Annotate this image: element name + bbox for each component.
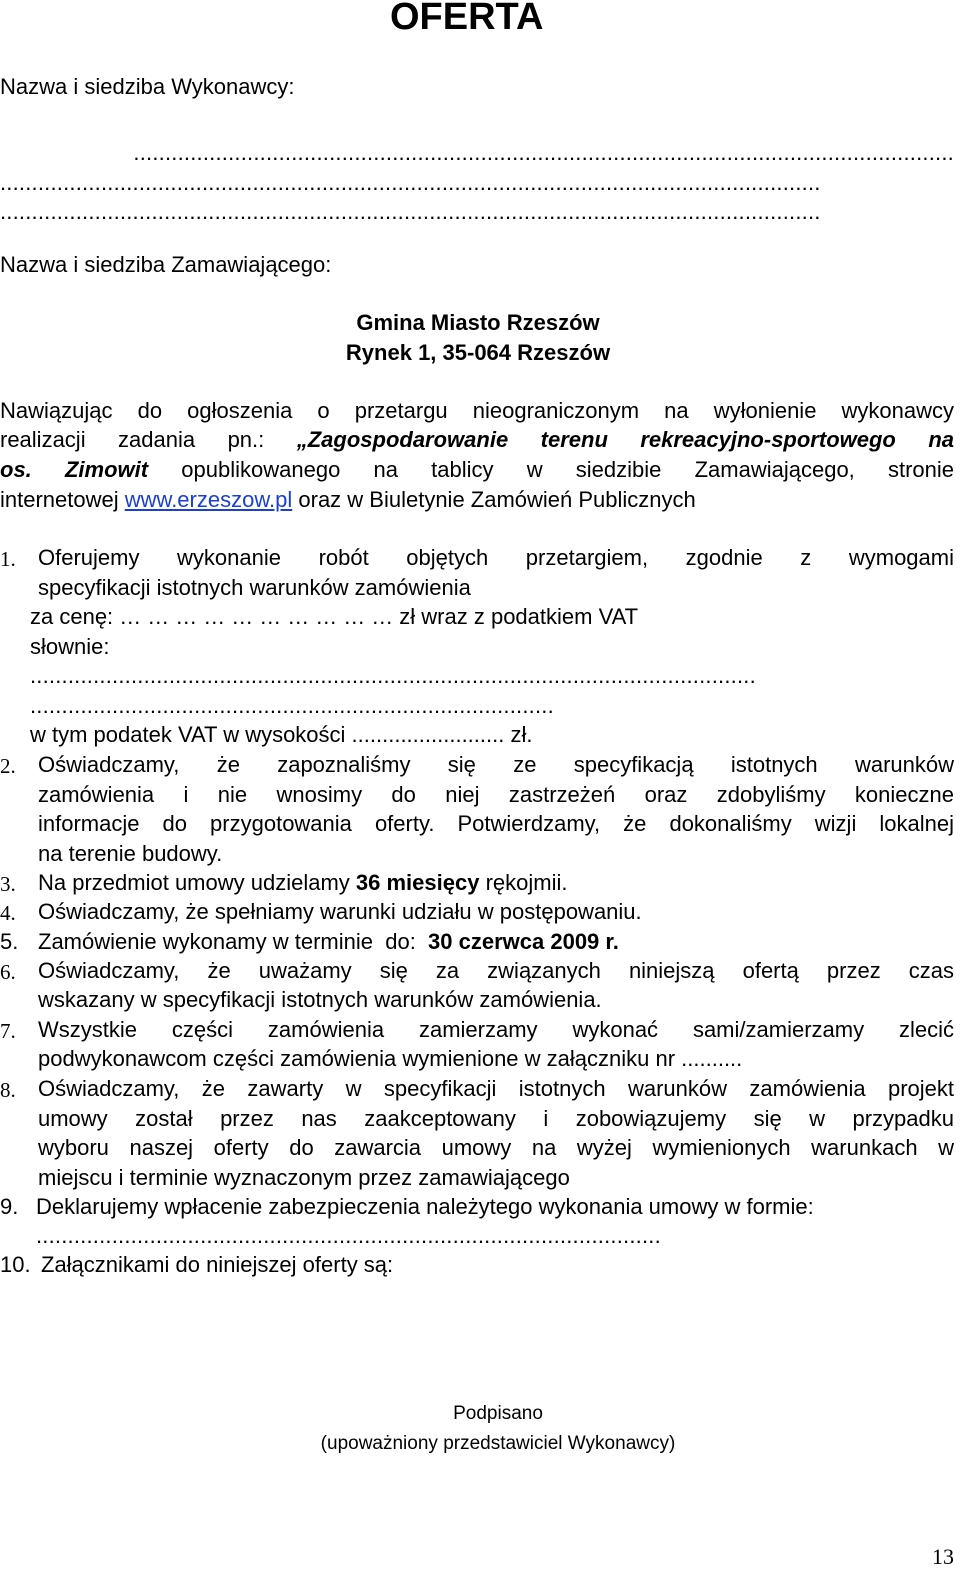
item-1-line-2: specyfikacji istotnych warunków zamówienia (38, 575, 471, 600)
contractor-dots-1: .................................................................................................................................. (133, 140, 954, 165)
item-7-line-2: podwykonawcom części zamówienia wymienione w załączniku nr .......... (38, 1046, 743, 1071)
item-8-line-2: umowy został przez nas zaakceptowany i zobowiązujemy się w przypadku (38, 1106, 954, 1131)
contractor-dots-3: .................................................................................................................................. (0, 199, 821, 224)
item-8-line-3: wyboru naszej oferty do zawarcia umowy na wyżej wymienionych warunkach w (38, 1135, 954, 1160)
orderer-address: Rynek 1, 35-064 Rzeszów (345, 340, 611, 365)
contractor-dots-2: .................................................................................................................................. (0, 170, 821, 195)
orderer-label: Nazwa i siedziba Zamawiającego: (0, 252, 332, 277)
item-9-dots: ................................................................................................... (36, 1223, 661, 1248)
item-8-line-4: miejscu i terminie wyznaczonym przez zamawiającego (38, 1165, 570, 1190)
item-3-text: Na przedmiot umowy udzielamy 36 miesięcy rękojmii. (38, 870, 568, 895)
item-number-9: 9. (0, 1194, 19, 1219)
signature-representative: (upoważniony przedstawiciel Wykonawcy) (320, 1433, 676, 1454)
item-7-line-1: Wszystkie części zamówienia zamierzamy wykonać sami/zamierzamy zlecić (38, 1017, 954, 1042)
item-1-price: za cenę: …………………………zł wraz z podatkiem VAT (30, 604, 639, 629)
item-number-6: 6. (0, 960, 16, 984)
document-title: OFERTA (390, 0, 544, 38)
item-number-7: 7. (0, 1019, 16, 1043)
item-number-1: 1. (0, 547, 16, 571)
item-4-text: Oświadczamy, że spełniamy warunki udziału w postępowaniu. (38, 899, 642, 924)
intro-line-4: internetowej www.erzeszow.pl oraz w Biuletynie Zamówień Publicznych (0, 487, 696, 512)
item-1-words-dots-1: ................................................................................................................... (30, 663, 756, 688)
item-2-line-4: na terenie budowy. (38, 841, 223, 866)
orderer-name: Gmina Miasto Rzeszów (356, 310, 600, 335)
item-number-5: 5. (0, 929, 19, 954)
item-1-words-dots-2: ................................................................................... (30, 693, 554, 718)
item-2-line-2: zamówienia i nie wnosimy do niej zastrzeżeń oraz zdobyliśmy konieczne (38, 782, 954, 807)
item-2-line-3: informacje do przygotowania oferty. Potwierdzamy, że dokonaliśmy wizji lokalnej (38, 811, 954, 836)
item-2-line-1: Oświadczamy, że zapoznaliśmy się ze specyfikacją istotnych warunków (38, 752, 954, 777)
intro-line-3: os. Zimowit opublikowanego na tablicy w siedzibie Zamawiającego, stronie (0, 457, 955, 482)
item-8-line-1: Oświadczamy, że zawarty w specyfikacji istotnych warunków zamówienia projekt (38, 1076, 954, 1101)
intro-line-1: Nawiązując do ogłoszenia o przetargu nieograniczonym na wyłonienie wykonawcy (0, 398, 954, 423)
item-1-vat: w tym podatek VAT w wysokości ......................... zł. (30, 722, 533, 747)
signature-label: Podpisano (453, 1403, 543, 1424)
item-number-4: 4. (0, 901, 16, 925)
page-number: 13 (932, 1544, 954, 1569)
intro-line-2: realizacji zadania pn.: „Zagospodarowanie terenu rekreacyjno-sportowego na (0, 427, 954, 452)
website-link[interactable]: www.erzeszow.pl (124, 487, 293, 512)
item-number-2: 2. (0, 754, 16, 778)
item-number-8: 8. (0, 1078, 16, 1102)
item-1-words-label: słownie: (30, 634, 110, 659)
item-1-line-1: Oferujemy wykonanie robót objętych przetargiem, zgodnie z wymogami (38, 545, 954, 570)
item-5-text: Zamówienie wykonamy w terminie do: 30 czerwca 2009 r. (38, 929, 619, 954)
item-6-line-2: wskazany w specyfikacji istotnych warunków zamówienia. (38, 987, 602, 1012)
item-10-text: Załącznikami do niniejszej oferty są: (41, 1252, 394, 1277)
item-number-10: 10. (0, 1252, 31, 1277)
item-9-line-1: Deklarujemy wpłacenie zabezpieczenia należytego wykonania umowy w formie: (36, 1194, 814, 1219)
item-number-3: 3. (0, 872, 16, 896)
contractor-label: Nazwa i siedziba Wykonawcy: (0, 74, 295, 99)
item-6-line-1: Oświadczamy, że uważamy się za związanych niniejszą ofertą przez czas (38, 958, 954, 983)
